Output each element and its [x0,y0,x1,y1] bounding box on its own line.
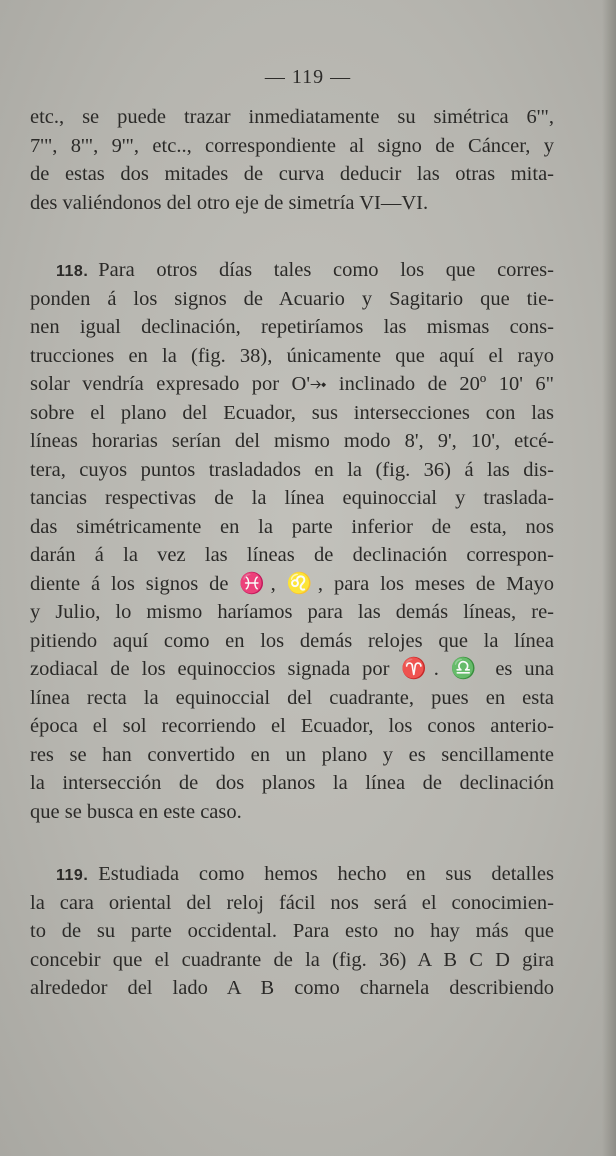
paragraph-number: 119. [56,867,89,884]
text-line: la intersección de dos planos la línea de declinación [30,772,554,794]
text-line-content: Para otros días tales como los que corres- [98,259,554,281]
paragraph-119 [30,860,554,1003]
text-line: diente á los signos de ♓, ♌, para los meses de Mayo [30,572,554,595]
paragraph-number: 118. [56,263,89,280]
text-line: y Julio, lo mismo haríamos para las demás líneas, re- [30,601,554,623]
text-line [30,256,554,285]
text-line: solar vendría expresado por O'⤞ inclinado de 20º 10' 6" [30,373,554,395]
text-line: des valiéndonos del otro eje de simetría VI—VI. [30,191,429,214]
page-edge-shadow [602,0,616,1156]
text-line: línea recta la equinoccial del cuadrante, pues en esta [30,686,554,709]
text-line: to de su parte occidental. Para esto no hay más que [30,920,554,942]
text-line: darán á la vez las líneas de declinación correspon- [30,544,554,566]
text-line: concebir que el cuadrante de la (fig. 36) A B C D gira [30,948,554,971]
text-line: 7'", 8'", 9'", etc.., correspondiente al signo de Cáncer, y [30,134,554,157]
page-number: — 119 — [264,66,352,88]
text-line: tancias respectivas de la línea equinoccial y traslada- [30,487,554,509]
text-line-content: Estudiada como hemos hecho en sus detalles [98,863,554,885]
text-line: líneas horarias serían del mismo modo 8', 9', 10', etcé- [30,430,554,452]
text-line: ponden á los signos de Acuario y Sagitario que tie- [30,287,554,310]
paragraph-continuation [30,103,554,217]
text-line: sobre el plano del Ecuador, sus intersecciones con las [30,401,554,424]
text-line: de estas dos mitades de curva deducir las otras mita- [30,163,554,185]
text-line: das simétricamente en la parte inferior de esta, nos [30,515,554,538]
paragraph-118 [30,256,554,826]
text-line: tera, cuyos puntos trasladados en la (fig. 36) á las dis- [30,458,554,481]
text-line [30,860,554,889]
text-line: pitiendo aquí como en los demás relojes que la línea [30,629,554,652]
text-line: nen igual declinación, repetiríamos las mismas cons- [30,316,554,338]
text-line: trucciones en la (fig. 38), únicamente que aquí el rayo [30,344,554,367]
text-line: la cara oriental del reloj fácil nos será el conocimien- [30,891,554,914]
text-line: época el sol recorriendo el Ecuador, los conos anterio- [30,715,554,737]
text-line: etc., se puede trazar inmediatamente su simétrica 6'", [30,106,554,128]
text-line: res se han convertido en un plano y es sencillamente [30,743,554,766]
text-line: zodiacal de los equinoccios signada por ♈. ♎ es una [30,658,554,680]
text-line: que se busca en este caso. [30,800,242,823]
text-line: alrededor del lado A B como charnela describiendo [30,977,554,999]
